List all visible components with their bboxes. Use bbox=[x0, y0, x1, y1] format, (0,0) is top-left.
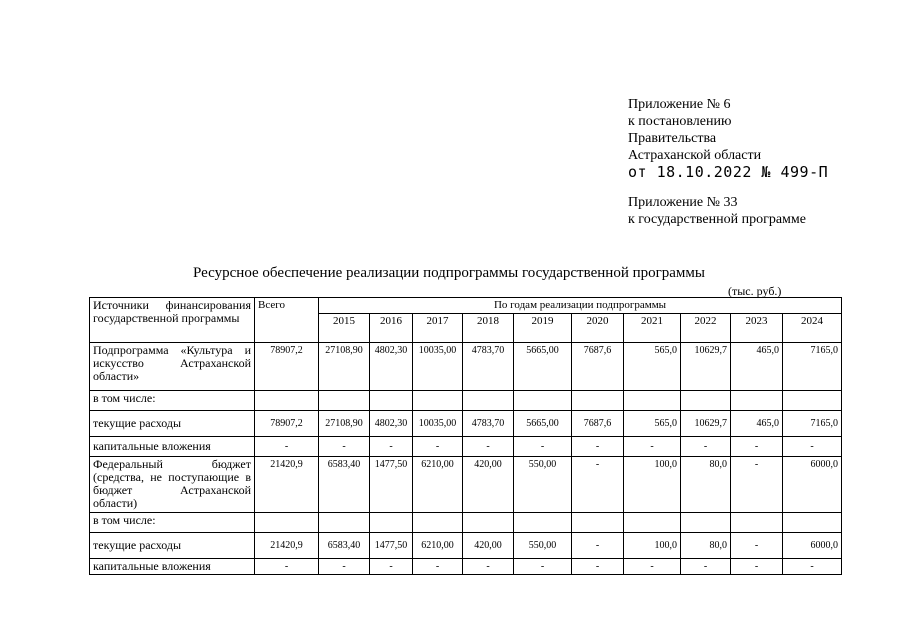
year-header-2019: 2019 bbox=[514, 314, 572, 343]
column-header-source: Источники финансирования государственной программы bbox=[90, 298, 255, 343]
cell-year-2019 bbox=[514, 513, 572, 533]
cell-year-2019: - bbox=[514, 437, 572, 457]
table-row bbox=[90, 457, 842, 513]
year-header-2023: 2023 bbox=[731, 314, 783, 343]
year-header-2022: 2022 bbox=[681, 314, 731, 343]
cell-total: 21420,9 bbox=[255, 457, 319, 513]
cell-year-2021: - bbox=[624, 437, 681, 457]
header-line: к постановлению bbox=[628, 114, 732, 129]
cell-year-2017: 6210,00 bbox=[413, 457, 463, 513]
table-body bbox=[90, 343, 842, 575]
row-label: Федеральный бюджет (средства, не поступающие в бюджет Астраханской области) bbox=[90, 457, 255, 513]
cell-year-2019: 5665,00 bbox=[514, 343, 572, 391]
cell-year-2020: - bbox=[572, 457, 624, 513]
cell-year-2015: - bbox=[319, 559, 370, 575]
cell-year-2020: - bbox=[572, 533, 624, 559]
cell-year-2016 bbox=[370, 391, 413, 411]
cell-year-2017: 6210,00 bbox=[413, 533, 463, 559]
cell-year-2018: 420,00 bbox=[463, 457, 514, 513]
cell-year-2022: 10629,7 bbox=[681, 411, 731, 437]
cell-year-2024 bbox=[783, 513, 842, 533]
table-row bbox=[90, 437, 842, 457]
cell-year-2024: - bbox=[783, 559, 842, 575]
cell-year-2018: 420,00 bbox=[463, 533, 514, 559]
cell-year-2019: - bbox=[514, 559, 572, 575]
header-line: Астраханской области bbox=[628, 148, 762, 163]
cell-year-2019: 550,00 bbox=[514, 533, 572, 559]
cell-year-2020: - bbox=[572, 559, 624, 575]
cell-total: 78907,2 bbox=[255, 343, 319, 391]
cell-year-2019: 550,00 bbox=[514, 457, 572, 513]
cell-year-2021: 565,0 bbox=[624, 343, 681, 391]
cell-total bbox=[255, 513, 319, 533]
cell-year-2023: 465,0 bbox=[731, 411, 783, 437]
cell-year-2016: 4802,30 bbox=[370, 343, 413, 391]
cell-year-2024: 7165,0 bbox=[783, 411, 842, 437]
cell-year-2015 bbox=[319, 513, 370, 533]
cell-year-2016: - bbox=[370, 559, 413, 575]
cell-year-2015: 27108,90 bbox=[319, 343, 370, 391]
cell-year-2016: 1477,50 bbox=[370, 533, 413, 559]
cell-year-2024: - bbox=[783, 437, 842, 457]
cell-year-2017 bbox=[413, 391, 463, 411]
cell-year-2016: - bbox=[370, 437, 413, 457]
cell-year-2016: 4802,30 bbox=[370, 411, 413, 437]
year-header-2020: 2020 bbox=[572, 314, 624, 343]
document-title: Ресурсное обеспечение реализации подпрограммы государственной программы bbox=[193, 265, 705, 281]
units-label: (тыс. руб.) bbox=[728, 284, 782, 298]
cell-year-2024: 7165,0 bbox=[783, 343, 842, 391]
cell-year-2023 bbox=[731, 513, 783, 533]
header-line: Приложение № 33 bbox=[628, 195, 738, 210]
row-label: в том числе: bbox=[90, 391, 255, 411]
cell-year-2015: 6583,40 bbox=[319, 533, 370, 559]
header-line: к государственной программе bbox=[628, 212, 806, 227]
header-line: Правительства bbox=[628, 131, 717, 146]
cell-year-2021: 100,0 bbox=[624, 457, 681, 513]
year-header-2017: 2017 bbox=[413, 314, 463, 343]
year-header-2018: 2018 bbox=[463, 314, 514, 343]
cell-year-2018: 4783,70 bbox=[463, 411, 514, 437]
cell-year-2023 bbox=[731, 391, 783, 411]
row-label: капитальные вложения bbox=[90, 559, 255, 575]
table-row bbox=[90, 533, 842, 559]
cell-year-2021: 100,0 bbox=[624, 533, 681, 559]
cell-year-2015: - bbox=[319, 437, 370, 457]
table-row bbox=[90, 343, 842, 391]
cell-year-2023: - bbox=[731, 533, 783, 559]
cell-year-2019: 5665,00 bbox=[514, 411, 572, 437]
cell-year-2024: 6000,0 bbox=[783, 533, 842, 559]
cell-year-2017: 10035,00 bbox=[413, 411, 463, 437]
cell-year-2022: 80,0 bbox=[681, 533, 731, 559]
cell-year-2023: - bbox=[731, 457, 783, 513]
table-row bbox=[90, 513, 842, 533]
cell-year-2017 bbox=[413, 513, 463, 533]
cell-year-2022: - bbox=[681, 437, 731, 457]
cell-year-2016: 1477,50 bbox=[370, 457, 413, 513]
row-label: текущие расходы bbox=[90, 411, 255, 437]
cell-total: 21420,9 bbox=[255, 533, 319, 559]
cell-year-2020 bbox=[572, 513, 624, 533]
cell-total: - bbox=[255, 437, 319, 457]
year-header-2024: 2024 bbox=[783, 314, 842, 343]
year-header-2015: 2015 bbox=[319, 314, 370, 343]
cell-year-2017: 10035,00 bbox=[413, 343, 463, 391]
cell-year-2021 bbox=[624, 513, 681, 533]
cell-year-2021: 565,0 bbox=[624, 411, 681, 437]
cell-year-2020: - bbox=[572, 437, 624, 457]
cell-year-2020: 7687,6 bbox=[572, 411, 624, 437]
cell-year-2017: - bbox=[413, 559, 463, 575]
table-row bbox=[90, 391, 842, 411]
table-row bbox=[90, 411, 842, 437]
cell-year-2015: 27108,90 bbox=[319, 411, 370, 437]
cell-year-2020 bbox=[572, 391, 624, 411]
row-label: в том числе: bbox=[90, 513, 255, 533]
cell-year-2017: - bbox=[413, 437, 463, 457]
cell-year-2020: 7687,6 bbox=[572, 343, 624, 391]
header-line: Приложение № 6 bbox=[628, 97, 731, 112]
cell-year-2022: 80,0 bbox=[681, 457, 731, 513]
cell-year-2018: - bbox=[463, 559, 514, 575]
cell-total: - bbox=[255, 559, 319, 575]
row-label: Подпрограмма «Культура и искусство Астраханской области» bbox=[90, 343, 255, 391]
decree-date-number: от 18.10.2022 № 499-П bbox=[628, 163, 829, 181]
cell-year-2015 bbox=[319, 391, 370, 411]
cell-year-2022: - bbox=[681, 559, 731, 575]
cell-year-2016 bbox=[370, 513, 413, 533]
column-header-total: Всего bbox=[255, 298, 319, 343]
cell-total: 78907,2 bbox=[255, 411, 319, 437]
cell-year-2024: 6000,0 bbox=[783, 457, 842, 513]
cell-year-2018: 4783,70 bbox=[463, 343, 514, 391]
cell-year-2022: 10629,7 bbox=[681, 343, 731, 391]
cell-year-2018 bbox=[463, 513, 514, 533]
appendix-header bbox=[628, 96, 828, 228]
column-header-years-group: По годам реализации подпрограммы bbox=[319, 298, 842, 314]
cell-year-2021: - bbox=[624, 559, 681, 575]
year-header-2021: 2021 bbox=[624, 314, 681, 343]
cell-year-2019 bbox=[514, 391, 572, 411]
cell-year-2023: 465,0 bbox=[731, 343, 783, 391]
cell-year-2018: - bbox=[463, 437, 514, 457]
year-header-2016: 2016 bbox=[370, 314, 413, 343]
cell-year-2023: - bbox=[731, 559, 783, 575]
cell-year-2018 bbox=[463, 391, 514, 411]
cell-year-2015: 6583,40 bbox=[319, 457, 370, 513]
cell-year-2024 bbox=[783, 391, 842, 411]
table-row bbox=[90, 559, 842, 575]
row-label: капитальные вложения bbox=[90, 437, 255, 457]
cell-year-2021 bbox=[624, 391, 681, 411]
cell-total bbox=[255, 391, 319, 411]
resource-table bbox=[89, 297, 842, 575]
row-label: текущие расходы bbox=[90, 533, 255, 559]
cell-year-2023: - bbox=[731, 437, 783, 457]
cell-year-2022 bbox=[681, 513, 731, 533]
cell-year-2022 bbox=[681, 391, 731, 411]
